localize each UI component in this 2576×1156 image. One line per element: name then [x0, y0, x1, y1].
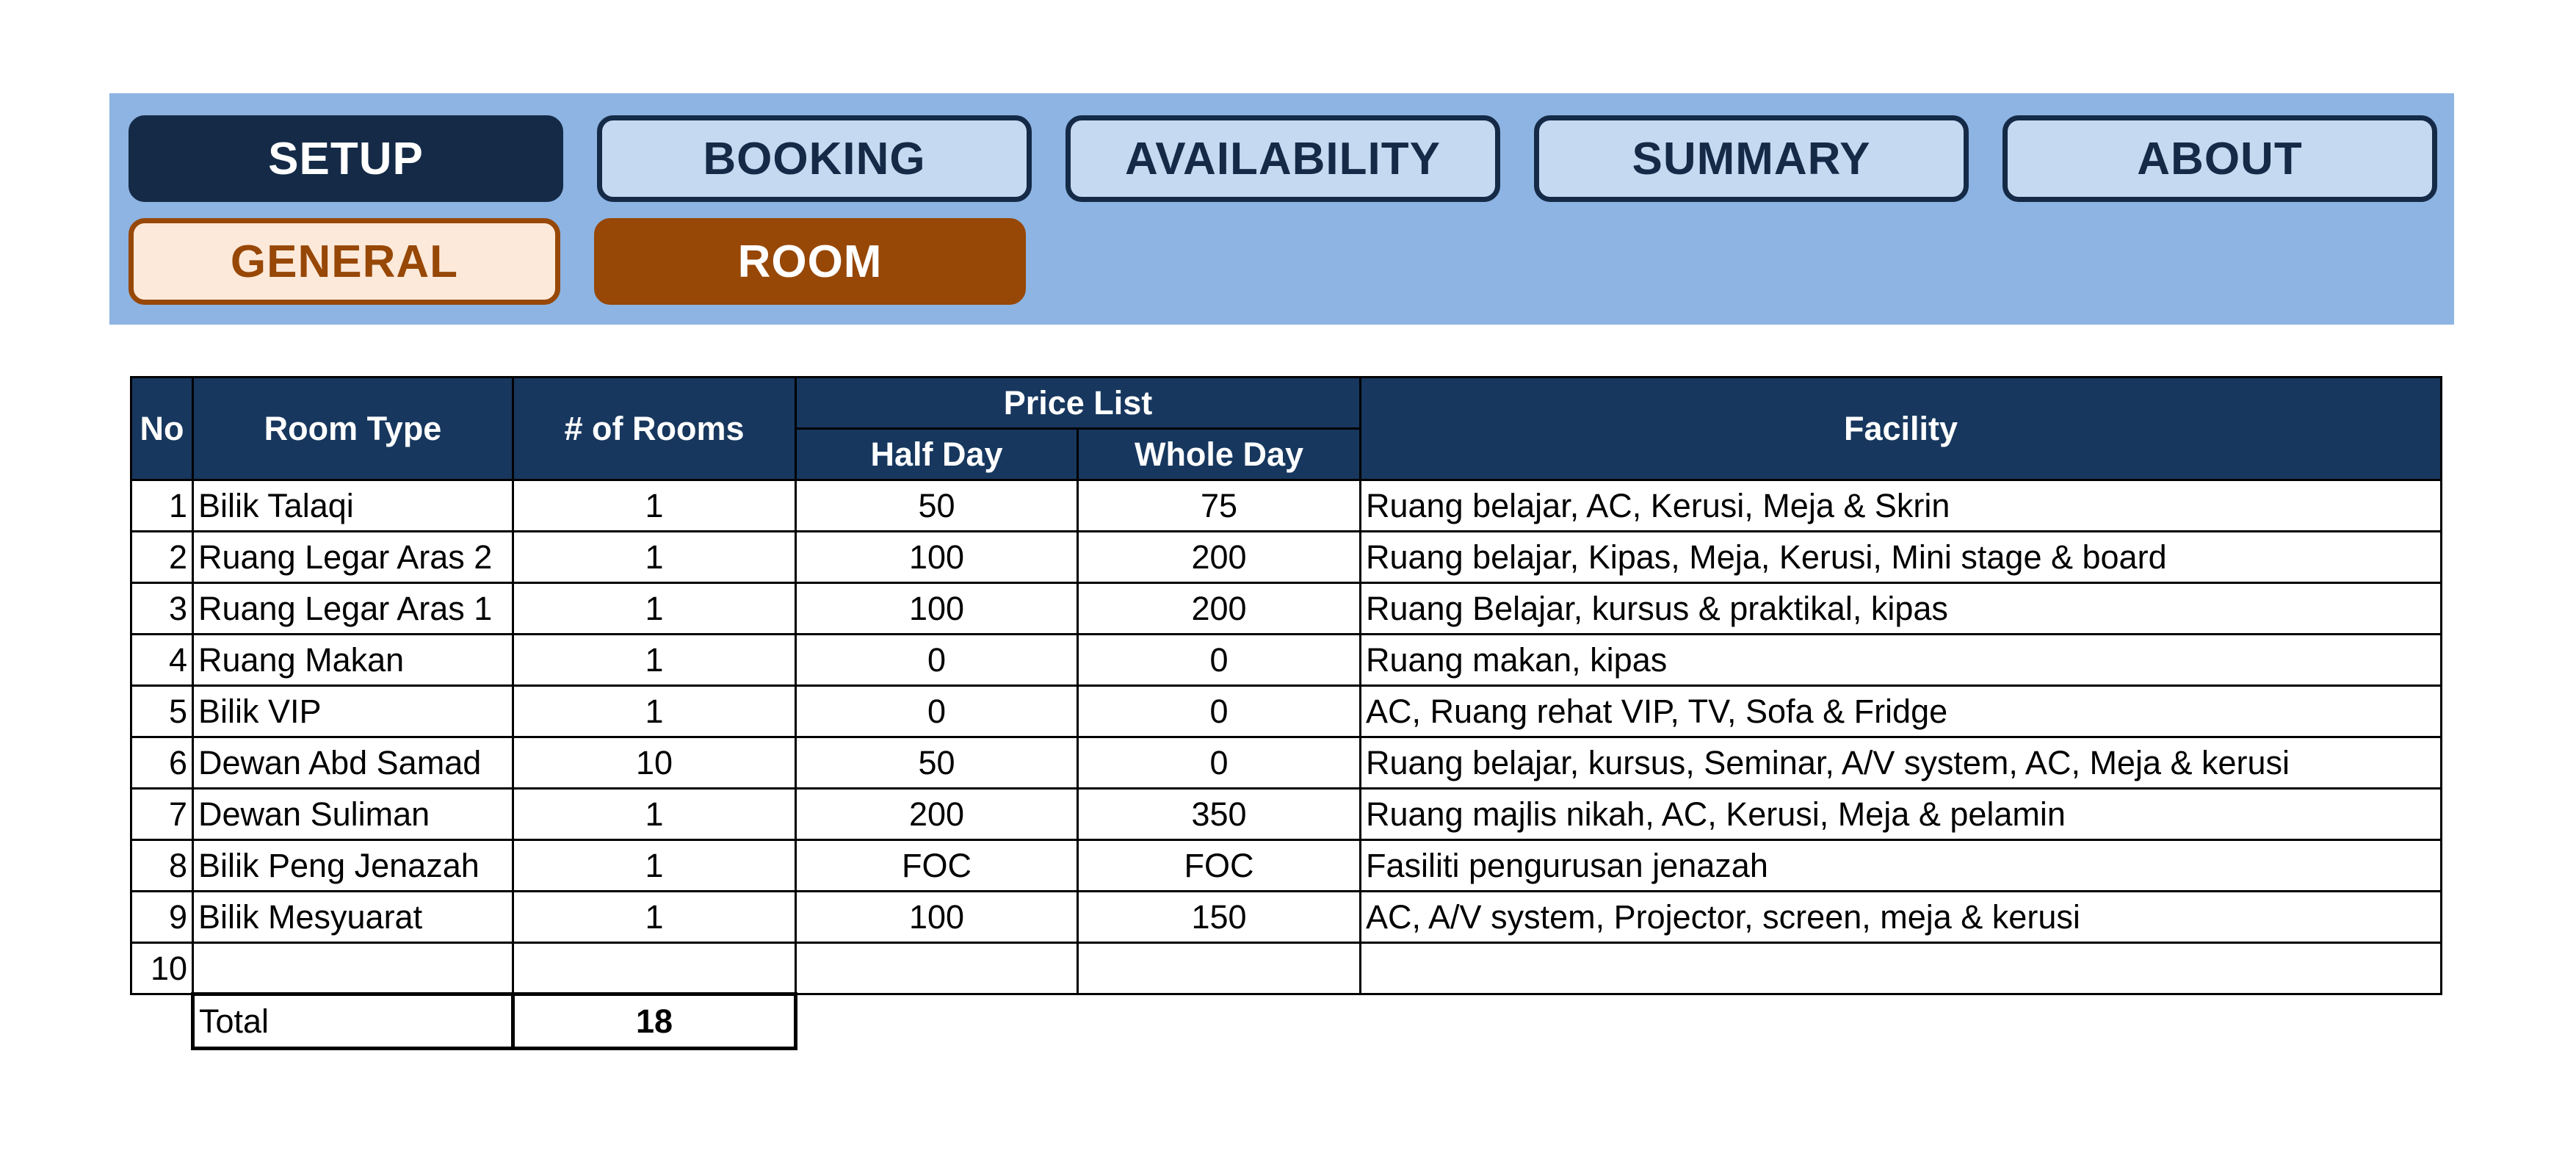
cell-facility[interactable]: Fasiliti pengurusan jenazah — [1361, 840, 2442, 892]
table-row — [131, 480, 2442, 532]
cell-facility[interactable]: AC, A/V system, Projector, screen, meja & kerusi — [1361, 892, 2442, 943]
cell-whole-day[interactable]: 0 — [1078, 686, 1361, 737]
cell-no[interactable]: 2 — [131, 532, 193, 583]
cell-half-day[interactable] — [796, 943, 1078, 994]
navigation-panel — [109, 93, 2454, 325]
availability-button[interactable]: AVAILABILITY — [1066, 115, 1500, 202]
cell-facility[interactable]: Ruang majlis nikah, AC, Kerusi, Meja & pelamin — [1361, 789, 2442, 840]
header-rooms: # of Rooms — [513, 377, 796, 480]
cell-half-day[interactable]: 0 — [796, 635, 1078, 686]
table-row — [131, 686, 2442, 737]
cell-half-day[interactable]: 50 — [796, 737, 1078, 789]
cell-no[interactable]: 10 — [131, 943, 193, 994]
cell-half-day[interactable]: FOC — [796, 840, 1078, 892]
cell-room-type[interactable]: Ruang Legar Aras 2 — [193, 532, 513, 583]
cell-whole-day[interactable]: 0 — [1078, 635, 1361, 686]
cell-room-type[interactable]: Dewan Abd Samad — [193, 737, 513, 789]
general-button[interactable]: GENERAL — [129, 218, 560, 305]
cell-facility[interactable]: AC, Ruang rehat VIP, TV, Sofa & Fridge — [1361, 686, 2442, 737]
table-header — [131, 377, 2442, 480]
header-no: No — [131, 377, 193, 480]
cell-room-type[interactable]: Bilik Peng Jenazah — [193, 840, 513, 892]
cell-whole-day[interactable]: 350 — [1078, 789, 1361, 840]
table-row — [131, 583, 2442, 635]
table-row — [131, 532, 2442, 583]
cell-room-type[interactable] — [193, 943, 513, 994]
table-row — [131, 943, 2442, 994]
cell-whole-day[interactable]: 200 — [1078, 583, 1361, 635]
cell-no[interactable]: 4 — [131, 635, 193, 686]
cell-half-day[interactable]: 100 — [796, 583, 1078, 635]
summary-button[interactable]: SUMMARY — [1534, 115, 1969, 202]
booking-button[interactable]: BOOKING — [597, 115, 1032, 202]
cell-no[interactable]: 1 — [131, 480, 193, 532]
table-row — [131, 737, 2442, 789]
cell-room-type[interactable]: Bilik VIP — [193, 686, 513, 737]
cell-facility[interactable]: Ruang makan, kipas — [1361, 635, 2442, 686]
table-body — [131, 480, 2442, 994]
cell-rooms[interactable]: 1 — [513, 789, 796, 840]
cell-half-day[interactable]: 100 — [796, 892, 1078, 943]
header-price-list: Price List — [796, 377, 1361, 429]
table-row — [131, 635, 2442, 686]
cell-room-type[interactable]: Dewan Suliman — [193, 789, 513, 840]
room-button[interactable]: ROOM — [594, 218, 1026, 305]
cell-facility[interactable]: Ruang belajar, kursus, Seminar, A/V system, AC, Meja & kerusi — [1361, 737, 2442, 789]
cell-facility[interactable] — [1361, 943, 2442, 994]
table-row — [131, 840, 2442, 892]
cell-half-day[interactable]: 0 — [796, 686, 1078, 737]
cell-whole-day[interactable]: 75 — [1078, 480, 1361, 532]
total-value[interactable]: 18 — [513, 994, 796, 1049]
cell-facility[interactable]: Ruang belajar, AC, Kerusi, Meja & Skrin — [1361, 480, 2442, 532]
cell-rooms[interactable]: 1 — [513, 892, 796, 943]
header-half-day: Half Day — [796, 429, 1078, 480]
cell-rooms[interactable]: 1 — [513, 635, 796, 686]
cell-half-day[interactable]: 100 — [796, 532, 1078, 583]
cell-room-type[interactable]: Ruang Legar Aras 1 — [193, 583, 513, 635]
total-row — [131, 994, 2442, 1049]
cell-whole-day[interactable]: FOC — [1078, 840, 1361, 892]
cell-whole-day[interactable]: 0 — [1078, 737, 1361, 789]
cell-rooms[interactable]: 1 — [513, 686, 796, 737]
cell-rooms[interactable]: 1 — [513, 840, 796, 892]
cell-no[interactable]: 6 — [131, 737, 193, 789]
cell-no[interactable]: 9 — [131, 892, 193, 943]
cell-room-type[interactable]: Ruang Makan — [193, 635, 513, 686]
table-row — [131, 892, 2442, 943]
cell-whole-day[interactable]: 200 — [1078, 532, 1361, 583]
header-facility: Facility — [1361, 377, 2442, 480]
cell-no[interactable]: 7 — [131, 789, 193, 840]
cell-rooms[interactable]: 1 — [513, 532, 796, 583]
cell-rooms[interactable]: 10 — [513, 737, 796, 789]
total-label[interactable]: Total — [193, 994, 513, 1049]
cell-whole-day[interactable] — [1078, 943, 1361, 994]
cell-no[interactable]: 8 — [131, 840, 193, 892]
cell-room-type[interactable]: Bilik Mesyuarat — [193, 892, 513, 943]
cell-no[interactable]: 5 — [131, 686, 193, 737]
cell-facility[interactable]: Ruang Belajar, kursus & praktikal, kipas — [1361, 583, 2442, 635]
cell-rooms[interactable]: 1 — [513, 583, 796, 635]
header-room-type: Room Type — [193, 377, 513, 480]
cell-rooms[interactable]: 1 — [513, 480, 796, 532]
cell-room-type[interactable]: Bilik Talaqi — [193, 480, 513, 532]
cell-half-day[interactable]: 50 — [796, 480, 1078, 532]
cell-rooms[interactable] — [513, 943, 796, 994]
header-whole-day: Whole Day — [1078, 429, 1361, 480]
cell-half-day[interactable]: 200 — [796, 789, 1078, 840]
cell-no[interactable]: 3 — [131, 583, 193, 635]
cell-facility[interactable]: Ruang belajar, Kipas, Meja, Kerusi, Mini stage & board — [1361, 532, 2442, 583]
cell-whole-day[interactable]: 150 — [1078, 892, 1361, 943]
setup-button[interactable]: SETUP — [129, 115, 563, 202]
room-table — [130, 376, 2442, 1050]
about-button[interactable]: ABOUT — [2002, 115, 2437, 202]
table-row — [131, 789, 2442, 840]
